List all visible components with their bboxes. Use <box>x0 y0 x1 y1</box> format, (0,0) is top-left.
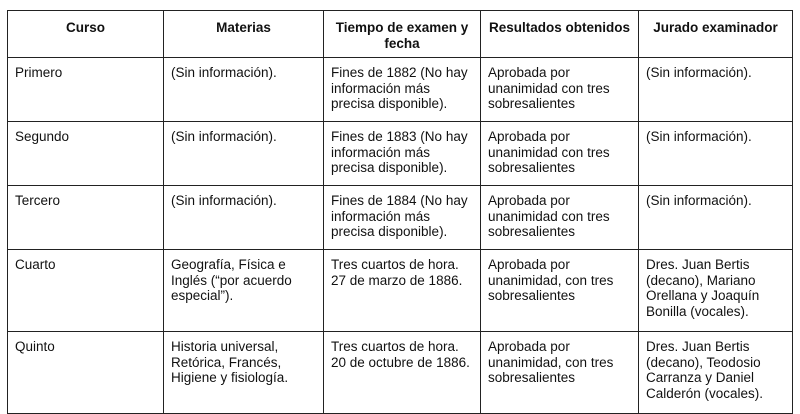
cell-jurado: Dres. Juan Bertis (decano), Mariano Orellana y Joaquín Bonilla (vocales). <box>639 250 793 332</box>
cell-curso: Cuarto <box>8 250 164 332</box>
cell-curso: Tercero <box>8 186 164 250</box>
header-materias: Materias <box>164 11 324 58</box>
cell-resultados: Aprobada por unanimidad, con tres sobresalientes <box>481 250 639 332</box>
table-row <box>8 58 793 122</box>
table-row <box>8 122 793 186</box>
header-curso: Curso <box>8 11 164 58</box>
cell-materias: (Sin información). <box>164 122 324 186</box>
cell-jurado: (Sin información). <box>639 186 793 250</box>
table-row <box>8 332 793 414</box>
cell-curso: Quinto <box>8 332 164 414</box>
header-row <box>8 11 793 58</box>
cell-jurado: Dres. Juan Bertis (decano), Teodosio Carranza y Daniel Calderón (vocales). <box>639 332 793 414</box>
table-row <box>8 186 793 250</box>
cell-curso: Segundo <box>8 122 164 186</box>
header-resultados: Resultados obtenidos <box>481 11 639 58</box>
cell-resultados: Aprobada por unanimidad con tres sobresalientes <box>481 122 639 186</box>
cell-tiempo: Fines de 1884 (No hay información más precisa disponible). <box>324 186 481 250</box>
table-row <box>8 250 793 332</box>
cell-tiempo: Tres cuartos de hora. 27 de marzo de 1886. <box>324 250 481 332</box>
exam-results-table <box>7 10 793 414</box>
cell-resultados: Aprobada por unanimidad con tres sobresalientes <box>481 58 639 122</box>
cell-materias: Historia universal, Retórica, Francés, Higiene y fisiología. <box>164 332 324 414</box>
cell-materias: (Sin información). <box>164 58 324 122</box>
cell-jurado: (Sin información). <box>639 58 793 122</box>
cell-resultados: Aprobada por unanimidad con tres sobresalientes <box>481 186 639 250</box>
header-jurado: Jurado examinador <box>639 11 793 58</box>
cell-materias: Geografía, Física e Inglés (“por acuerdo especial”). <box>164 250 324 332</box>
cell-curso: Primero <box>8 58 164 122</box>
cell-materias: (Sin información). <box>164 186 324 250</box>
cell-tiempo: Fines de 1883 (No hay información más precisa disponible). <box>324 122 481 186</box>
cell-resultados: Aprobada por unanimidad, con tres sobresalientes <box>481 332 639 414</box>
header-tiempo: Tiempo de examen y fecha <box>324 11 481 58</box>
cell-tiempo: Tres cuartos de hora. 20 de octubre de 1886. <box>324 332 481 414</box>
cell-jurado: (Sin información). <box>639 122 793 186</box>
cell-tiempo: Fines de 1882 (No hay información más precisa disponible). <box>324 58 481 122</box>
